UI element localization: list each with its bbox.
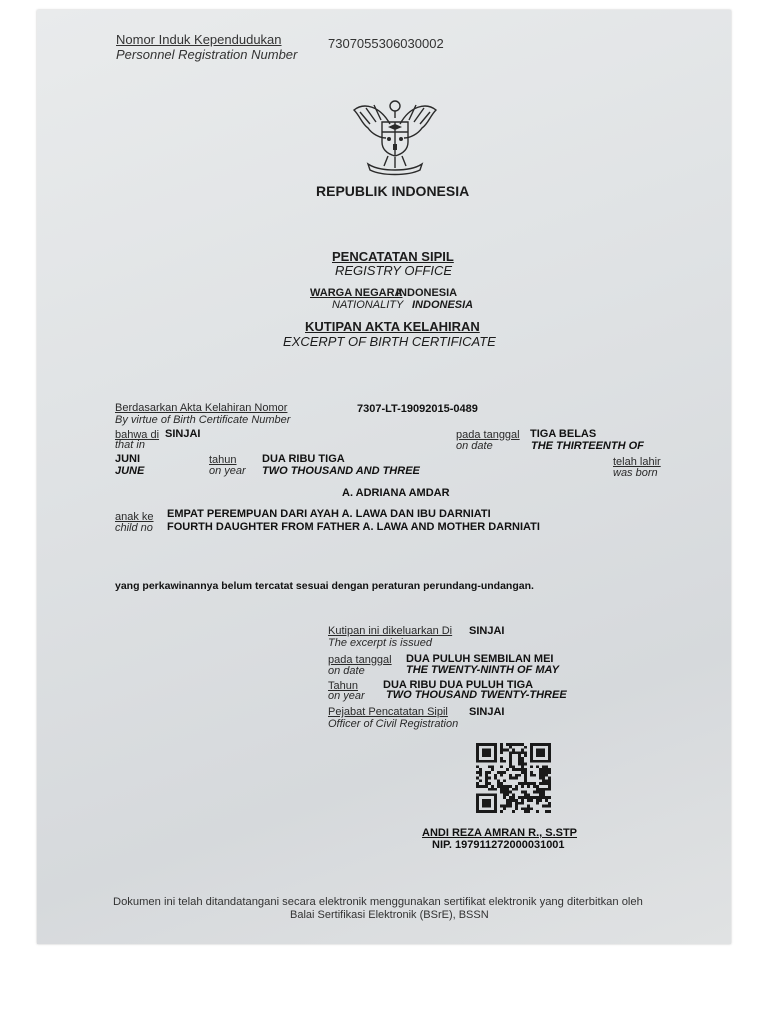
born-label: telah lahir — [613, 456, 661, 468]
birth-date-value: TIGA BELAS — [530, 428, 597, 440]
child-number-label-en: child no — [115, 522, 153, 534]
qr-code-icon — [476, 743, 551, 813]
footer-line-2: Balai Sertifikasi Elektronik (BSrE), BSSN — [290, 909, 489, 921]
place-label: bahwa di — [115, 429, 160, 441]
nationality-label: WARGA NEGARA — [310, 287, 403, 299]
footer-line-1: Dokumen ini telah ditandatangani secara elektronik menggunakan sertifikat elektronik yang diterbitkan oleh — [113, 896, 643, 908]
signatory-nip: NIP. 197911272000031001 — [432, 839, 565, 851]
nationality-value-en: INDONESIA — [412, 299, 474, 311]
cert-number-label: Berdasarkan Akta Kelahiran Nomor — [115, 402, 288, 414]
cert-number-label-en: By virtue of Birth Certificate Number — [115, 414, 291, 426]
birth-date-value-en: THE THIRTEENTH OF — [531, 440, 644, 452]
birth-year-value-en: TWO THOUSAND AND THREE — [262, 465, 420, 477]
issued-date-value-en: THE TWENTY-NINTH OF MAY — [406, 664, 559, 676]
place-value: SINJAI — [165, 428, 201, 440]
officer-label-en: Officer of Civil Registration — [328, 718, 459, 730]
child-number-label: anak ke — [115, 511, 154, 523]
nik-label-en: Personnel Registration Number — [116, 47, 298, 62]
cert-number-value: 7307-LT-19092015-0489 — [357, 403, 478, 415]
birth-year-value: DUA RIBU TIGA — [262, 453, 345, 465]
birth-month-value-en: JUNE — [115, 465, 145, 477]
nationality-value: INDONESIA — [396, 287, 458, 299]
place-label-en: that in — [115, 439, 145, 451]
issued-date-value: DUA PULUH SEMBILAN MEI — [406, 653, 554, 665]
issued-place-label: Kutipan ini dikeluarkan Di — [328, 625, 453, 637]
document-title-en: EXCERPT OF BIRTH CERTIFICATE — [283, 334, 496, 349]
signatory-name: ANDI REZA AMRAN R., S.STP — [422, 827, 578, 839]
child-number-value: EMPAT PEREMPUAN DARI AYAH A. LAWA DAN IBU DARNIATI — [167, 508, 491, 520]
document-title: KUTIPAN AKTA KELAHIRAN — [305, 319, 480, 334]
office-title: PENCATATAN SIPIL — [332, 249, 454, 264]
garuda-emblem-icon — [350, 94, 440, 176]
issued-place-label-en: The excerpt is issued — [328, 637, 432, 649]
birth-date-label-en: on date — [456, 440, 493, 452]
issued-year-label-en: on year — [328, 690, 365, 702]
birth-year-label: tahun — [209, 454, 237, 466]
nationality-label-en: NATIONALITY — [332, 299, 404, 311]
birth-date-label: pada tanggal — [456, 429, 520, 441]
born-label-en: was born — [613, 467, 658, 479]
nik-value: 7307055306030002 — [328, 36, 444, 51]
issued-year-value-en: TWO THOUSAND TWENTY-THREE — [386, 689, 567, 701]
issued-date-label-en: on date — [328, 665, 365, 677]
country-title: REPUBLIK INDONESIA — [316, 183, 470, 199]
child-number-value-en: FOURTH DAUGHTER FROM FATHER A. LAWA AND MOTHER DARNIATI — [167, 521, 540, 533]
birth-year-label-en: on year — [209, 465, 246, 477]
officer-value: SINJAI — [469, 706, 505, 718]
birth-month-value: JUNI — [115, 453, 141, 465]
officer-label: Pejabat Pencatatan Sipil — [328, 706, 448, 718]
child-name: A. ADRIANA AMDAR — [342, 487, 450, 499]
nik-label: Nomor Induk Kependudukan — [116, 32, 282, 47]
issued-date-label: pada tanggal — [328, 654, 392, 666]
issued-year-value: DUA RIBU DUA PULUH TIGA — [383, 679, 534, 691]
office-title-en: REGISTRY OFFICE — [335, 263, 453, 278]
issued-year-label: Tahun — [328, 680, 358, 692]
issued-place-value: SINJAI — [469, 625, 505, 637]
legal-note: yang perkawinannya belum tercatat sesuai dengan peraturan perundang-undangan. — [115, 580, 534, 592]
